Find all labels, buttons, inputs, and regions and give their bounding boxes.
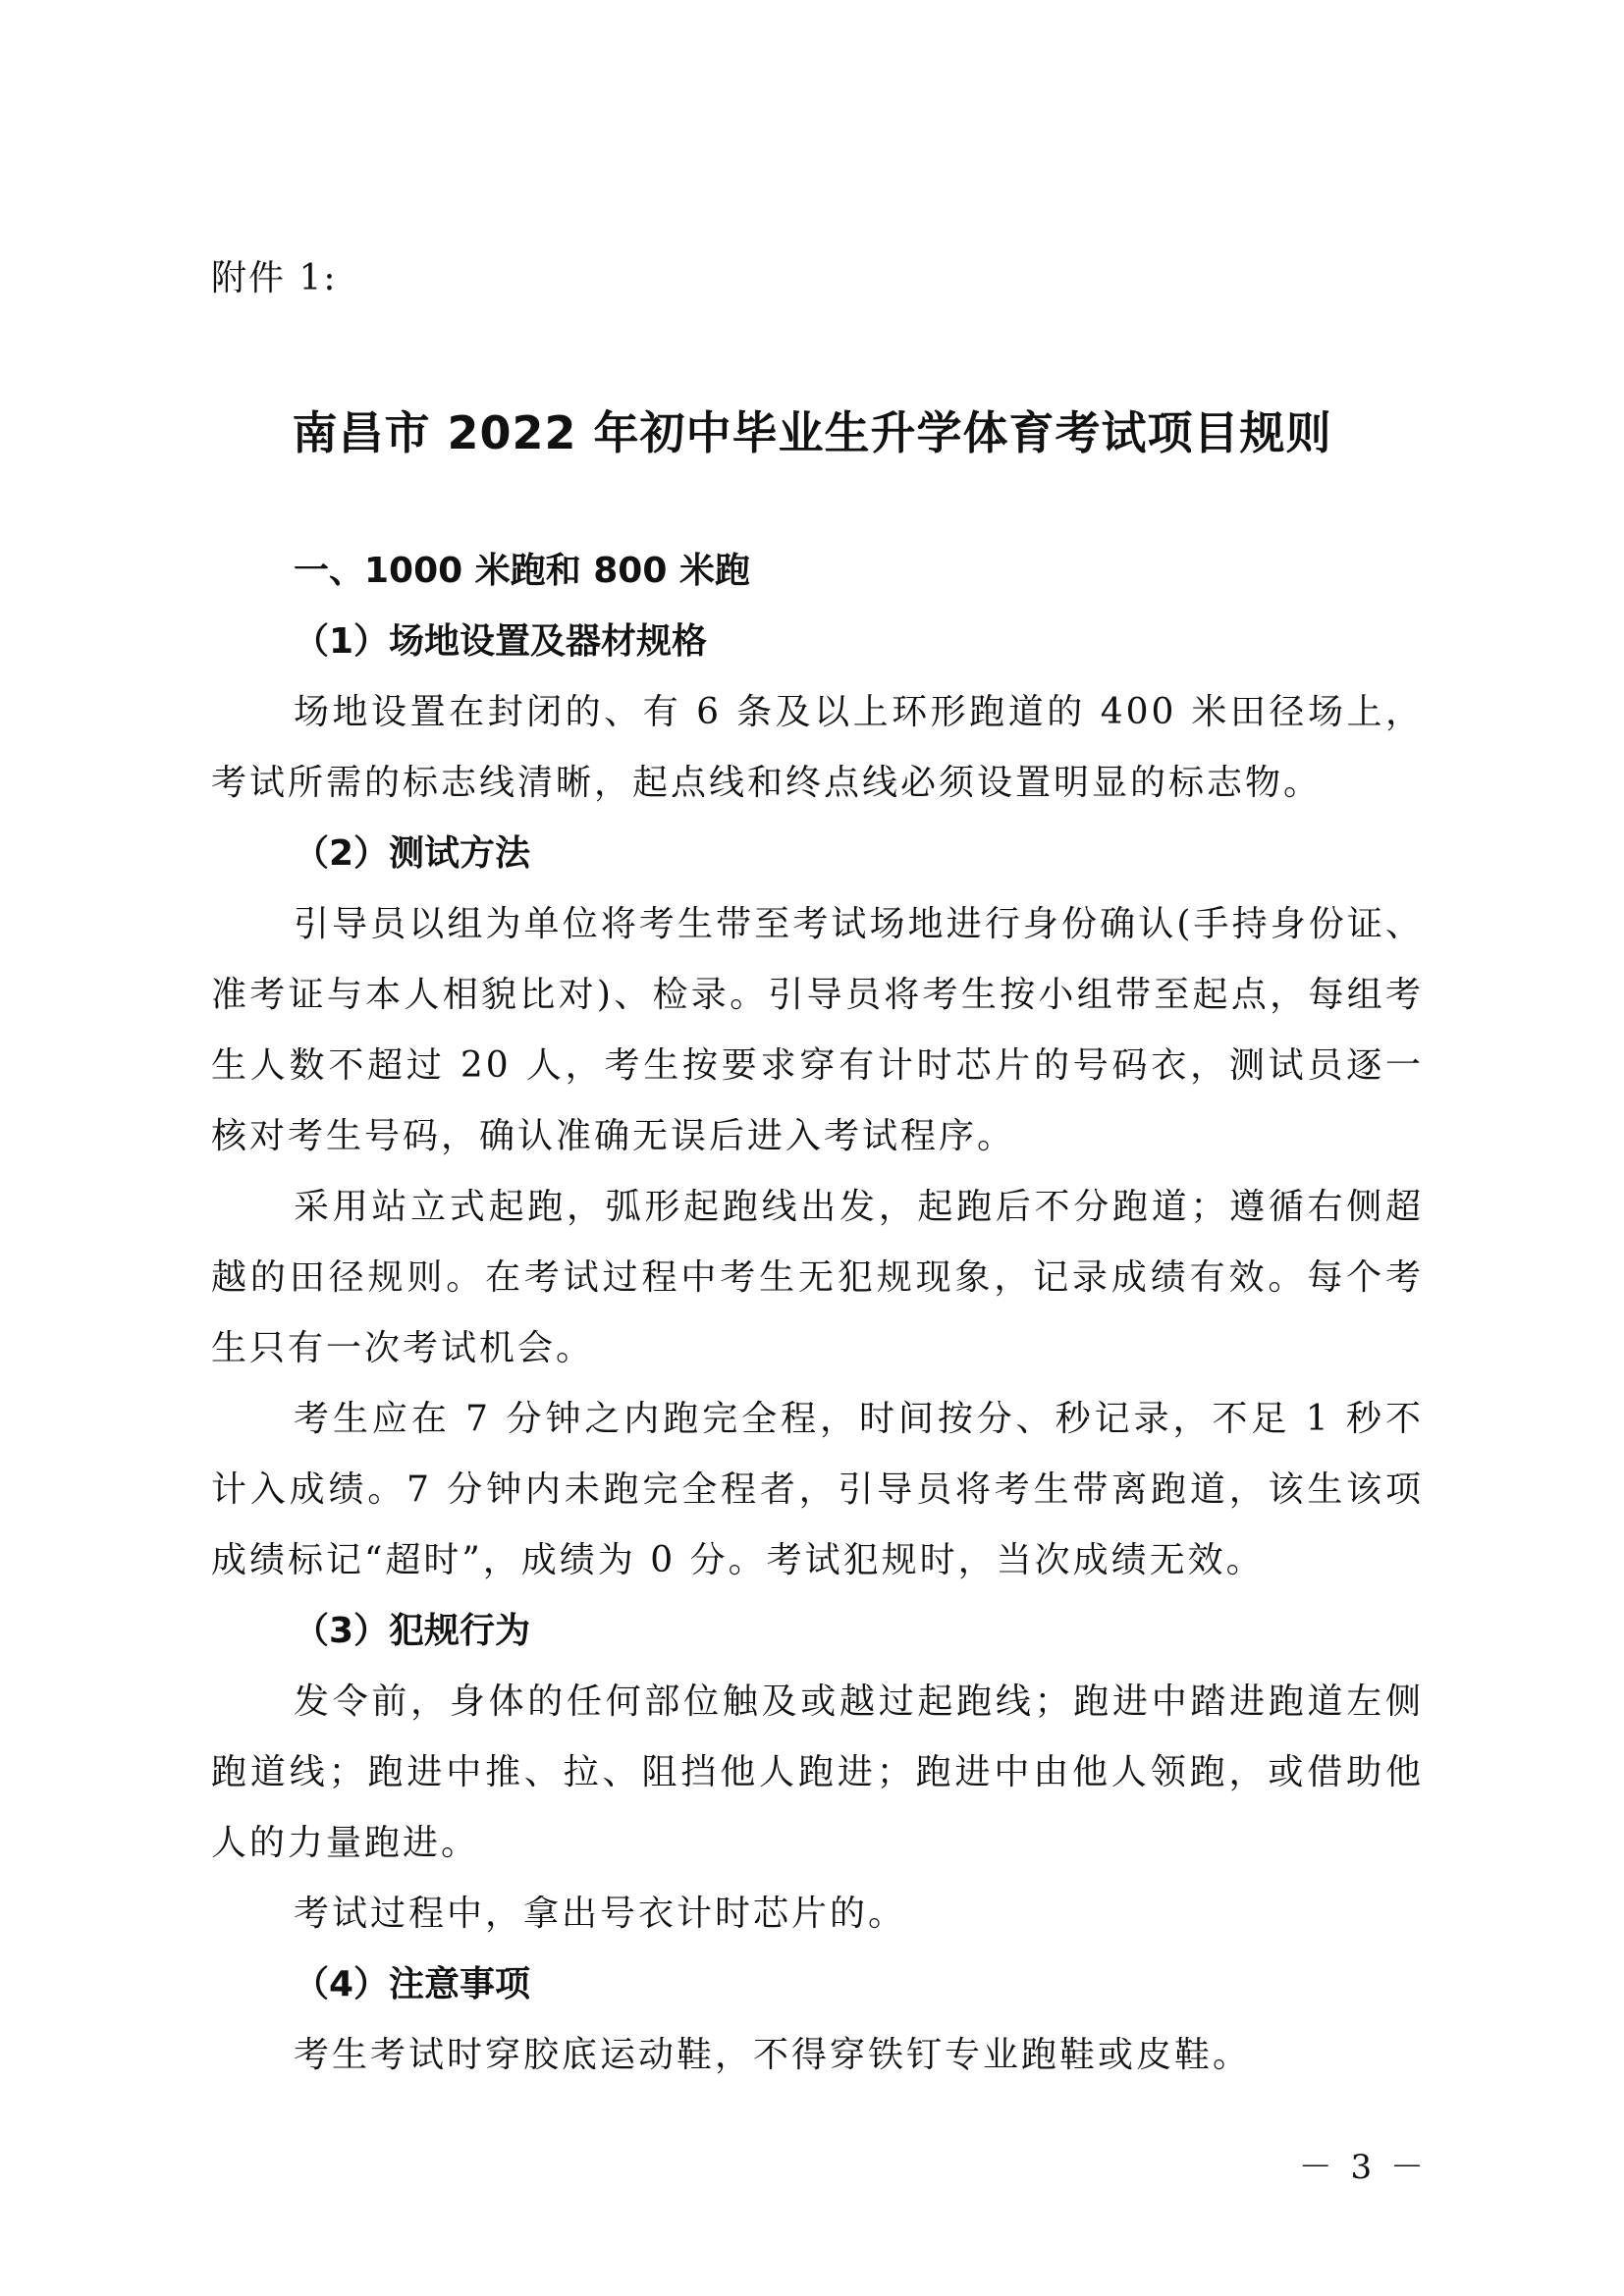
paragraph-notes-shoes: 考生考试时穿胶底运动鞋，不得穿铁钉专业跑鞋或皮鞋。 — [294, 2035, 1252, 2075]
sub-heading-test-method: （2）测试方法 — [294, 833, 531, 874]
paragraph-method-identity: 引导员以组为单位将考生带至考试场地进行身份确认(手持身份证、准考证与本人相貌比对)、检录。引导员将考生按小组带至起点，每组考生人数不超过 20 人，考生按要求穿有计时芯片的号码衣，测试员逐一核对考生号码，确认准确无误后进入考试程序。 — [211, 904, 1424, 1156]
sub-heading-venue-equipment: （1）场地设置及器材规格 — [294, 621, 708, 662]
paragraph-fouls-list: 发令前，身体的任何部位触及或越过起跑线；跑进中踏进跑道左侧跑道线；跑进中推、拉、阻挡他人跑进；跑进中由他人领跑，或借助他人的力量跑进。 — [211, 1682, 1424, 1863]
paragraph-venue: 场地设置在封闭的、有 6 条及以上环形跑道的 400 米田径场上，考试所需的标志线清晰，起点线和终点线必须设置明显的标志物。 — [211, 692, 1424, 803]
paragraph-method-timing: 考生应在 7 分钟之内跑完全程，时间按分、秒记录，不足 1 秒不计入成绩。7 分钟内未跑完全程者，引导员将考生带离跑道，该生该项成绩标记“超时”，成绩为 0 分。考试犯规时，当次成绩无效。 — [211, 1399, 1424, 1580]
page-number: － 3 － — [1298, 2148, 1428, 2187]
attachment-label: 附件 1: — [211, 258, 338, 298]
section-heading-running: 一、1000 米跑和 800 米跑 — [294, 551, 750, 591]
document-body — [211, 536, 1424, 2091]
paragraph-fouls-chip: 考试过程中，拿出号衣计时芯片的。 — [294, 1894, 907, 1934]
document-title: 南昌市 2022 年初中毕业生升学体育考试项目规则 — [292, 406, 1332, 459]
paragraph-method-start: 采用站立式起跑，弧形起跑线出发，起跑后不分跑道；遵循右侧超越的田径规则。在考试过程中考生无犯规现象，记录成绩有效。每个考生只有一次考试机会。 — [211, 1187, 1424, 1368]
sub-heading-fouls: （3）犯规行为 — [294, 1611, 531, 1651]
sub-heading-notes: （4）注意事项 — [294, 1964, 531, 2004]
